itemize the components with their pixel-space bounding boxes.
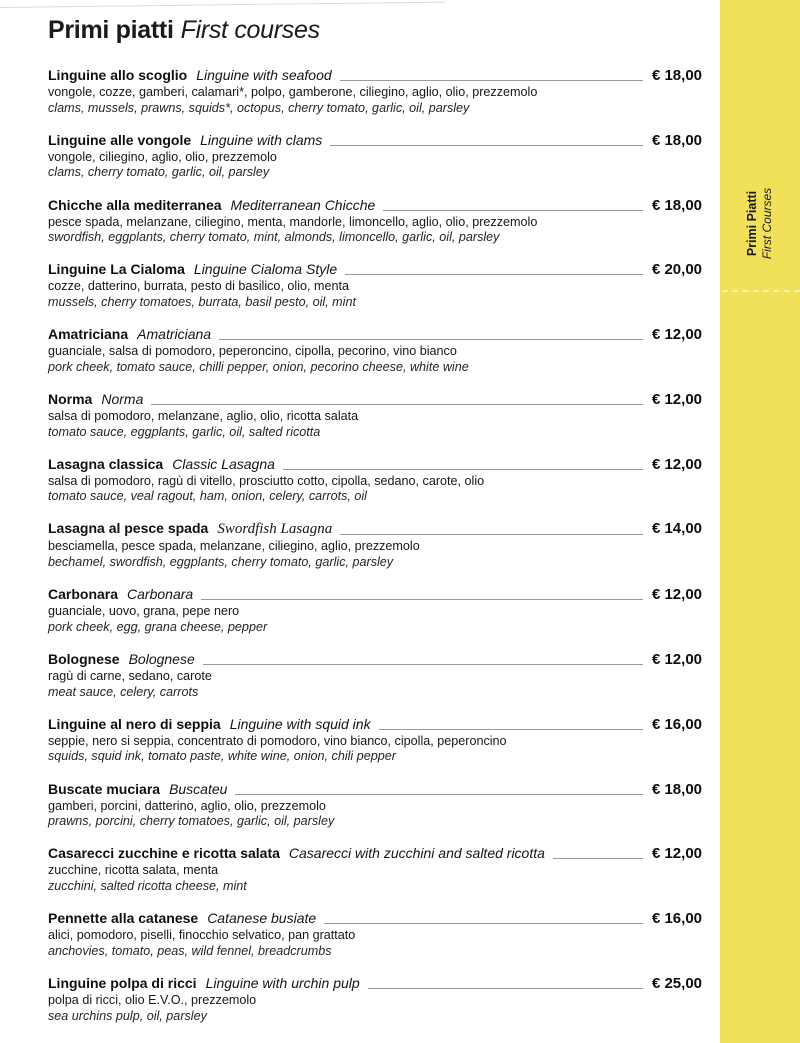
dish-name-english: Linguine with clams [200,131,323,148]
dish-name-english: Catanese busiate [207,910,317,927]
leader-line [235,794,643,795]
dish-name-english: Casarecci with zucchini and salted ricotta [288,845,545,862]
dish-price: € 12,00 [651,586,702,604]
dish-name-italian: Pennette alla catanese [48,910,199,927]
leader-line [324,923,643,924]
dish-name-italian: Chicche alla mediterranea [48,196,222,213]
dish-name-english: Amatriciana [137,326,212,343]
tab-divider-line [722,290,800,292]
dish-price: € 14,00 [651,520,702,538]
leader-line [553,858,643,859]
ingredients-english: tomato sauce, eggplants, garlic, oil, salted ricotta [48,424,321,439]
dish-name-english: Buscateu [169,780,228,797]
dish-name-row [48,585,702,604]
dish-price: € 12,00 [651,455,702,473]
ingredients-italian: salsa di pomodoro, ragù di vitello, prosciutto cotto, cipolla, sedano, carote, olio [48,473,485,488]
dish-name-italian: Amatriciana [48,326,129,343]
dish-price: € 25,00 [651,974,702,992]
ingredients-english: bechamel, swordfish, eggplants, cherry tomato, garlic, parsley [48,555,394,570]
menu-item [48,780,702,830]
menu-item [48,974,702,1024]
dish-name-italian: Linguine allo scoglio [48,67,188,83]
dish-name-italian: Lasagna al pesce spada [48,520,209,537]
dish-price: € 18,00 [651,780,702,798]
menu-item [48,715,702,765]
menu-item [48,325,702,375]
tab-label-english: First Courses [760,187,775,259]
dish-price: € 18,00 [651,67,702,84]
leader-line [345,274,643,275]
sidebar-section-tab [720,0,800,1043]
dish-name-english: Swordfish Lasagna [217,521,333,538]
ingredients-english: swordfish, eggplants, cherry tomato, mint, almonds, limoncello, garlic, oil, parsley [48,230,500,245]
menu-item [48,519,702,570]
dish-price: € 16,00 [651,910,702,928]
page-title-english: First courses [180,16,320,44]
leader-line [201,599,643,600]
menu-item [48,390,702,440]
ingredients-italian: gamberi, porcini, datterino, aglio, olio, prezzemolo [48,798,326,813]
menu-item [48,650,702,700]
ingredients-italian: vongole, ciliegino, aglio, olio, prezzemolo [48,149,277,164]
dish-price: € 12,00 [651,845,702,863]
scan-artifact-line [0,2,445,8]
dish-name-row [48,131,702,150]
ingredients-italian: vongole, cozze, gamberi, calamari*, polpo, gamberone, ciliegino, aglio, olio, prezzemolo [48,85,538,99]
ingredients-english: pork cheek, egg, grana cheese, pepper [48,619,268,634]
leader-line [151,404,643,405]
leader-line [340,534,643,535]
dish-name-english: Linguine Cialoma Style [193,261,338,278]
dish-name-italian: Casarecci zucchine e ricotta salata [48,845,280,862]
page-title-italian: Primi piatti [48,16,174,44]
leader-line [383,210,643,211]
ingredients-italian: cozze, datterino, burrata, pesto di basilico, olio, menta [48,279,350,294]
ingredients-italian: zucchine, ricotta salata, menta [48,863,219,878]
dish-price: € 18,00 [651,131,702,149]
dish-name-english: Linguine with squid ink [229,715,371,732]
dish-name-row [48,455,702,474]
leader-line [203,664,643,665]
tab-label-italian: Primi Piatti [745,190,760,256]
dish-name-row [48,715,702,734]
dish-name-italian: Linguine alle vongole [48,131,192,148]
dish-name-row [48,780,702,799]
ingredients-english: prawns, porcini, cherry tomatoes, garlic, oil, parsley [48,814,335,829]
leader-line [219,339,643,340]
dish-price: € 18,00 [651,196,702,214]
ingredients-english: clams, mussels, prawns, squids*, octopus, cherry tomato, garlic, oil, parsley [48,100,470,115]
ingredients-english: tomato sauce, veal ragout, ham, onion, celery, carrots, oil [48,489,367,504]
ingredients-italian: guanciale, uovo, grana, pepe nero [48,604,240,619]
dish-price: € 12,00 [651,651,702,669]
dish-name-italian: Linguine al nero di seppia [48,715,221,732]
ingredients-italian: ragù di carne, sedano, carote [48,669,212,684]
menu-item [48,196,702,246]
dish-name-english: Carbonara [127,586,194,603]
page-title [48,16,702,45]
dish-name-row [48,66,702,85]
dish-name-row [48,974,702,993]
dish-name-italian: Linguine La Cialoma [48,261,185,278]
ingredients-english: sea urchins pulp, oil, parsley [48,1008,207,1023]
leader-line [283,469,643,470]
dish-name-english: Classic Lasagna [172,455,275,472]
dish-name-italian: Buscate muciara [48,780,161,797]
menu-item [48,260,702,310]
menu-content [48,10,702,1039]
dish-name-row [48,390,702,409]
menu-item [48,131,702,181]
dish-name-row [48,844,702,863]
dish-name-row [48,909,702,928]
leader-line [330,145,643,146]
dish-price: € 20,00 [651,261,702,279]
dish-name-english: Linguine with seafood [196,67,332,83]
ingredients-italian: salsa di pomodoro, melanzane, aglio, olio, ricotta salata [48,408,359,423]
menu-item [48,844,702,894]
dish-name-row [48,650,702,669]
ingredients-italian: polpa di ricci, olio E.V.O., prezzemolo [48,992,257,1007]
menu-item [48,909,702,959]
tab-label-container [720,168,800,278]
ingredients-english: zucchini, salted ricotta cheese, mint [48,878,247,893]
dish-name-row [48,519,702,539]
menu-items-list [48,66,702,1024]
ingredients-italian: besciamella, pesce spada, melanzane, ciliegino, aglio, prezzemolo [48,539,420,554]
dish-name-english: Mediterranean Chicche [230,196,376,213]
dish-name-row [48,196,702,215]
leader-line [368,988,643,989]
menu-item [48,455,702,505]
ingredients-english: squids, squid ink, tomato paste, white wine, onion, chili pepper [48,749,396,764]
dish-price: € 12,00 [651,326,702,344]
dish-name-row [48,260,702,279]
dish-price: € 16,00 [651,715,702,733]
dish-name-italian: Carbonara [48,586,119,603]
ingredients-italian: seppie, nero si seppia, concentrato di pomodoro, vino bianco, cipolla, peperoncino [48,733,507,748]
ingredients-english: pork cheek, tomato sauce, chilli pepper, onion, pecorino cheese, white wine [48,359,469,374]
dish-name-english: Norma [101,390,144,407]
dish-name-english: Bolognese [128,651,195,668]
menu-item [48,585,702,635]
dish-name-italian: Bolognese [48,651,120,668]
tab-rotated-text [746,187,775,258]
ingredients-english: clams, cherry tomato, garlic, oil, parsley [48,165,270,180]
leader-line [379,729,643,730]
ingredients-italian: pesce spada, melanzane, ciliegino, menta, mandorle, limoncello, aglio, olio, prezzemolo [48,214,538,229]
menu-item [48,66,702,116]
dish-name-italian: Norma [48,390,93,407]
ingredients-english: anchovies, tomato, peas, wild fennel, breadcrumbs [48,943,332,958]
dish-name-italian: Lasagna classica [48,455,164,472]
dish-name-row [48,325,702,344]
ingredients-italian: guanciale, salsa di pomodoro, peperoncino, cipolla, pecorino, vino bianco [48,344,457,359]
dish-name-italian: Linguine polpa di ricci [48,974,197,991]
leader-line [340,80,643,81]
dish-name-english: Linguine with urchin pulp [205,974,360,991]
ingredients-english: mussels, cherry tomatoes, burrata, basil pesto, oil, mint [48,294,356,309]
ingredients-english: meat sauce, celery, carrots [48,684,199,699]
ingredients-italian: alici, pomodoro, piselli, finocchio selvatico, pan grattato [48,928,356,943]
dish-price: € 12,00 [651,390,702,408]
